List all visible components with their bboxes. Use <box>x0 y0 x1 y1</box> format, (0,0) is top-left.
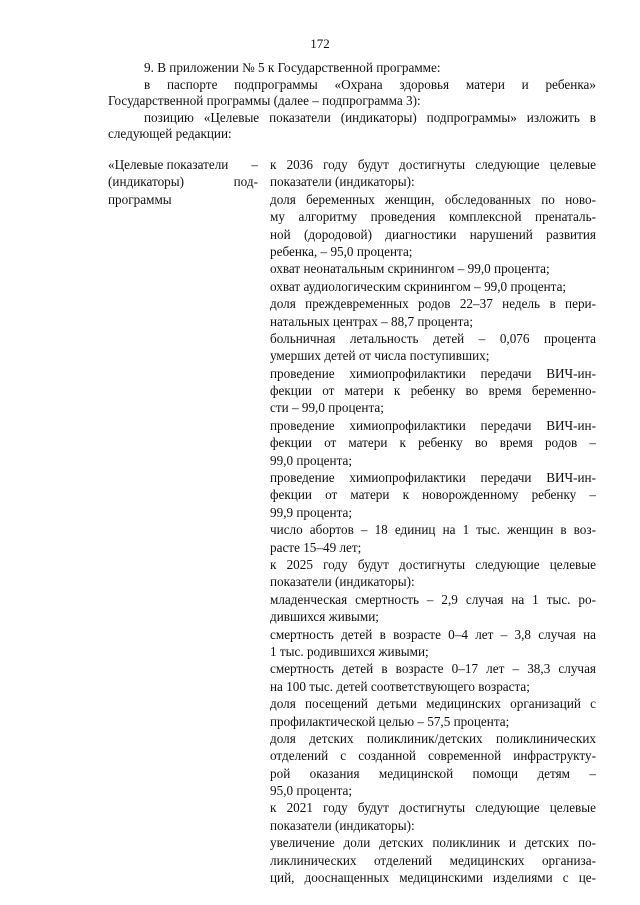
value-line: сти – 99,0 процента; <box>270 400 384 416</box>
intro-text <box>108 60 596 143</box>
value-line: число абортов – 18 единиц на 1 тыс. женщин в воз- <box>270 522 596 538</box>
indicator-label <box>108 156 258 208</box>
value-line: дившихся живыми; <box>270 609 379 625</box>
value-line: показатели (индикаторы): <box>270 174 415 190</box>
label-line-2: (индикаторы) <box>108 174 185 190</box>
value-line: натальных центрах – 88,7 процента; <box>270 313 474 329</box>
value-line: фекции от матери к ребенку во время родов – <box>270 435 596 451</box>
value-line: смертность детей в возрасте 0–4 лет – 3,8 случая на <box>270 626 596 642</box>
value-line: проведение химиопрофилактики передачи ВИЧ-ин- <box>270 417 596 433</box>
value-line: расте 15–49 лет; <box>270 539 362 555</box>
value-line: доля посещений детьми медицинских организаций с <box>270 696 596 712</box>
value-line: проведение химиопрофилактики передачи ВИЧ-ин- <box>270 365 596 381</box>
value-line: смертность детей в возрасте 0–17 лет – 38,3 случая <box>270 661 596 677</box>
value-line: больничная летальность детей – 0,076 процента <box>270 330 596 346</box>
value-line: 99,0 процента; <box>270 452 353 468</box>
value-line: ций, дооснащенных медицинскими изделиями с це- <box>270 870 596 886</box>
value-line: 1 тыс. родившихся живыми; <box>270 643 429 659</box>
intro-paragraph: в паспорте подпрограммы «Охрана здоровья матери и ребенка» Государственной программы (далее – подпрограмма 3): <box>108 76 596 109</box>
value-line: ликлинических отделений медицинских организа- <box>270 852 596 868</box>
value-line: фекции от матери к ребенку во время беременно- <box>270 383 596 399</box>
value-line: доля детских поликлиник/детских поликлинических <box>270 730 596 746</box>
value-line: профилактической целью – 57,5 процента; <box>270 713 510 729</box>
value-line: младенческая смертность – 2,9 случая на 1 тыс. ро- <box>270 591 596 607</box>
value-line: к 2036 году будут достигнуты следующие целевые <box>270 157 596 172</box>
value-line: доля беременных женщин, обследованных по ново- <box>270 191 596 207</box>
label-line-3: программы <box>108 191 172 207</box>
indicator-values <box>270 156 596 886</box>
value-line: увеличение доли детских поликлиник и детских по- <box>270 835 596 851</box>
value-line: 99,9 процента; <box>270 504 353 520</box>
value-line: проведение химиопрофилактики передачи ВИЧ-ин- <box>270 470 596 486</box>
value-line: му алгоритму проведения комплексной пренаталь- <box>270 209 596 225</box>
value-line: охват аудиологическим скринингом – 99,0 процента; <box>270 278 567 294</box>
page-number: 172 <box>310 36 330 51</box>
value-line: показатели (индикаторы): <box>270 574 415 590</box>
label-dash: – <box>251 157 258 172</box>
value-line: охват неонатальным скринингом – 99,0 процента; <box>270 261 550 277</box>
value-line: ребенка, – 95,0 процента; <box>270 243 413 259</box>
value-line: рой оказания медицинской помощи детям – <box>270 765 596 781</box>
value-line: 95,0 процента; <box>270 783 353 799</box>
value-line: к 2025 году будут достигнуты следующие целевые <box>270 556 596 572</box>
value-line: фекции от матери к новорожденному ребенку – <box>270 487 596 503</box>
label-line-1: «Целевые показатели <box>108 157 229 172</box>
label-line-2-hyphen: под- <box>233 174 258 190</box>
value-line: показатели (индикаторы): <box>270 817 415 833</box>
value-line: ной (дородовой) диагностики нарушений развития <box>270 226 596 242</box>
intro-paragraph: позицию «Целевые показатели (индикаторы) подпрограммы» изложить в следующей редакции: <box>108 109 596 142</box>
value-line: к 2021 году будут достигнуты следующие целевые <box>270 800 596 816</box>
value-line: на 100 тыс. детей соответствующего возраста; <box>270 678 530 694</box>
value-line: доля преждевременных родов 22–37 недель в пери- <box>270 296 596 312</box>
value-line: умерших детей от числа поступивших; <box>270 348 490 364</box>
value-line: отделений с созданной современной инфраструкту- <box>270 748 596 764</box>
intro-paragraph: 9. В приложении № 5 к Государственной программе: <box>144 60 441 75</box>
